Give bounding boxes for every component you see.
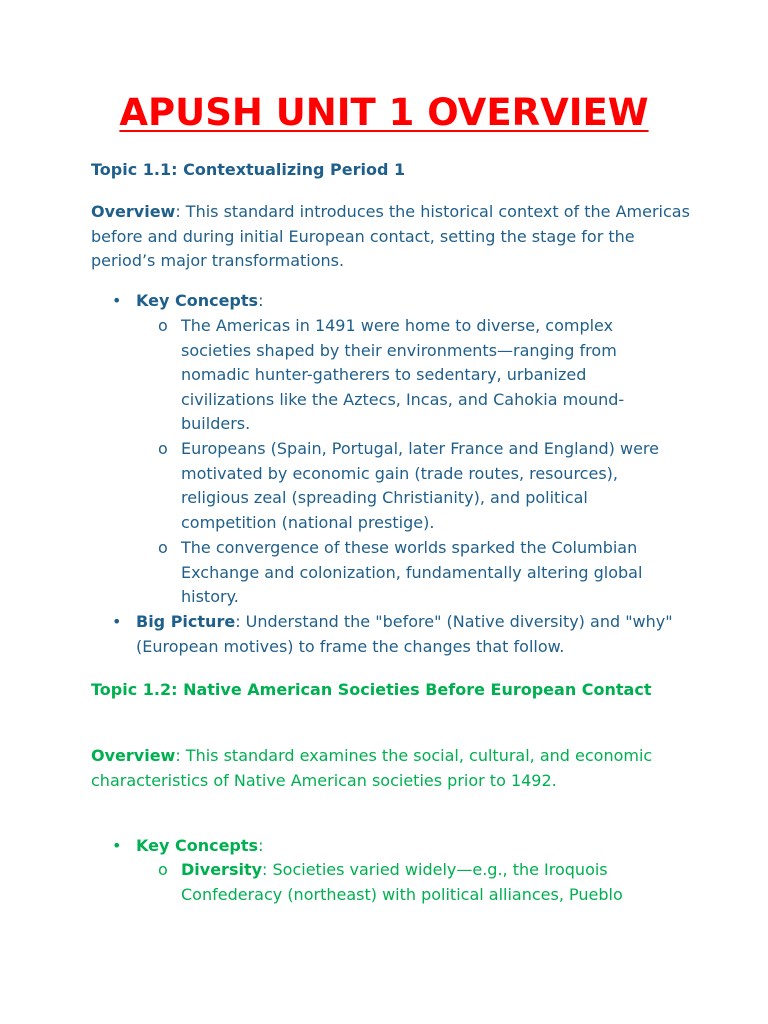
- overview-text: : This standard introduces the historical context of the Americas before and during initial European contact, setting the stage for the period’s major transformations.: [91, 202, 690, 270]
- page-title: APUSH UNIT 1 OVERVIEW: [119, 91, 649, 134]
- sub-item-1: The Americas in 1491 were home to diverse, complex societies shaped by their environments—ranging from nomadic hunter-gatherers to sedentary, urbanized civilizations like the Aztecs, Incas, and Cahokia mound-builders.: [181, 316, 625, 433]
- overview-text: : This standard examines the social, cultural, and economic characteristics of Native American societies prior to 1492.: [91, 746, 653, 790]
- topic-1-2-heading: Topic 1.2: Native American Societies Before European Contact: [91, 680, 652, 699]
- topic-1-1-heading: Topic 1.1: Contextualizing Period 1: [91, 160, 406, 179]
- bullet-icon: •: [112, 612, 122, 631]
- bullet-icon: •: [112, 836, 122, 855]
- overview-label: Overview: [91, 746, 176, 765]
- sub-item-2: Europeans (Spain, Portugal, later France and England) were motivated by economic gain (trade routes, resources), religious zeal (spreading Christianity), and political competition (national prestige).: [181, 439, 659, 532]
- big-picture-item: [136, 610, 696, 659]
- diversity-label: Diversity: [181, 860, 263, 879]
- topic-1-2-overview: [91, 744, 691, 793]
- key-concepts-label: Key Concepts: [136, 291, 259, 310]
- overview-label: Overview: [91, 202, 176, 221]
- big-picture-text: : Understand the "before" (Native diversity) and "why" (European motives) to frame the changes that follow.: [136, 612, 673, 656]
- key-concepts-label: Key Concepts: [136, 836, 259, 855]
- sub-bullet-icon: o: [158, 860, 168, 879]
- sub-bullet-icon: o: [158, 316, 168, 335]
- sub-bullet-icon: o: [158, 439, 168, 458]
- diversity-item: [181, 858, 681, 907]
- topic-1-1-overview: [91, 200, 691, 274]
- big-picture-label: Big Picture: [136, 612, 236, 631]
- key-concepts-item: [136, 834, 696, 859]
- sub-item-3: The convergence of these worlds sparked the Columbian Exchange and colonization, fundamentally altering global history.: [181, 538, 643, 606]
- sub-bullet-icon: o: [158, 538, 168, 557]
- diversity-text: : Societies varied widely—e.g., the Iroquois Confederacy (northeast) with political alliances, Pueblo: [181, 860, 623, 904]
- key-concepts-item: [136, 289, 696, 314]
- key-concepts-suffix: :: [258, 291, 264, 310]
- bullet-icon: •: [112, 291, 122, 310]
- key-concepts-suffix: :: [258, 836, 264, 855]
